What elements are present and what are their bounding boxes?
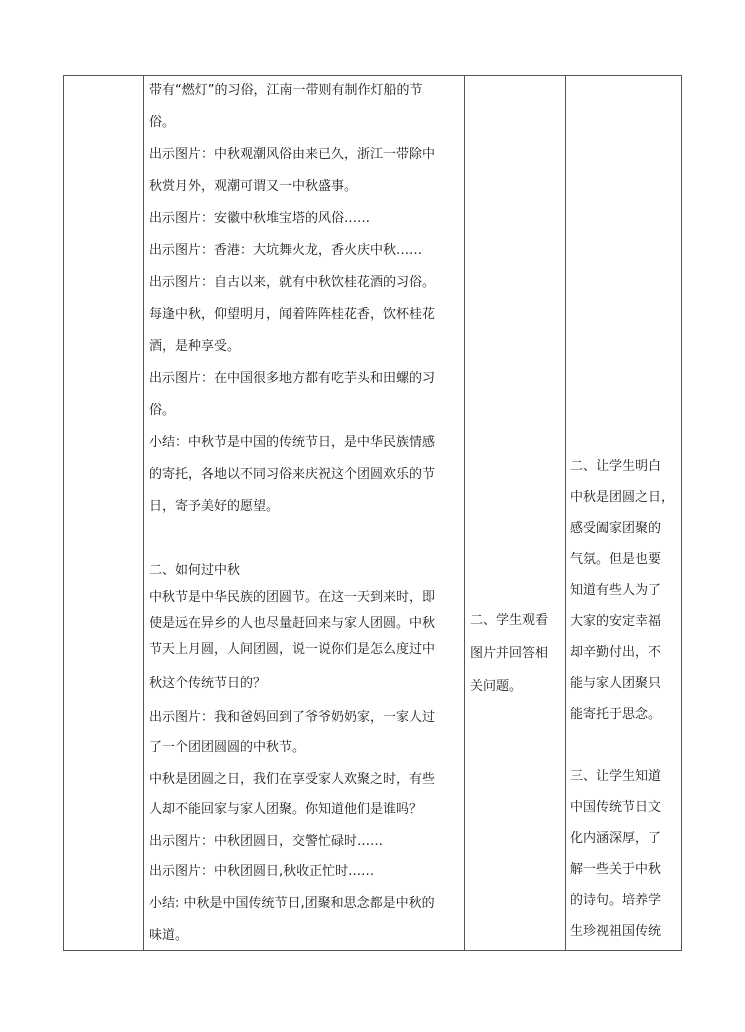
text-line: 出示图片：中秋观潮风俗由来已久，浙江一带除中 [149, 147, 436, 162]
text-line: 俗。 [149, 115, 176, 130]
text-line: 关问题。 [470, 679, 523, 694]
text-line: 二、让学生明白 [570, 459, 662, 474]
text-line: 出示图片：自古以来，就有中秋饮桂花酒的习俗。 [149, 275, 436, 290]
text-line: 中国传统节日文 [570, 800, 662, 815]
text-line: 中秋节是中华民族的团圆节。在这一天到来时，即 [149, 590, 436, 605]
section-heading: 二、如何过中秋 [149, 563, 241, 578]
text-line: 小结：中秋节是中国的传统节日，是中华民族情感 [149, 435, 436, 450]
teaching-process-cell [143, 76, 463, 950]
text-line: 小结: 中秋是中国传统节日,团聚和思念都是中秋的 [149, 896, 435, 911]
text-line: 了一个团团圆圆的中秋节。 [149, 740, 306, 755]
text-line: 感受阖家团聚的 [570, 521, 662, 536]
text-line: 酒，是种享受。 [149, 339, 241, 354]
text-line: 每逢中秋，仰望明月，闻着阵阵桂花香，饮杯桂花 [149, 307, 436, 322]
text-line: 的诗句。培养学 [570, 893, 662, 908]
text-line: 日，寄予美好的愿望。 [149, 499, 280, 514]
text-line: 出示图片：中秋团圆日，交警忙碌时…… [149, 834, 384, 849]
lesson-plan-table [63, 75, 682, 951]
text-line: 中秋是团圆之日，我们在享受家人欢聚之时，有些 [149, 772, 436, 787]
text-line: 图片并回答相 [470, 646, 549, 661]
text-line: 生珍视祖国传统 [570, 924, 662, 939]
text-line: 大家的安定幸福 [570, 614, 662, 629]
text-line: 带有“燃灯”的习俗，江南一带则有制作灯船的节 [149, 83, 423, 98]
text-line: 能寄托于思念。 [570, 707, 662, 722]
text-line: 味道。 [149, 928, 189, 943]
text-line: 俗。 [149, 403, 176, 418]
text-line: 解一些关于中秋 [570, 862, 662, 877]
text-line: 出示图片：安徽中秋堆宝塔的风俗…… [149, 211, 371, 226]
text-line: 出示图片：香港：大坑舞火龙，香火庆中秋…… [149, 243, 423, 258]
student-activity-cell [464, 76, 564, 950]
text-line: 知道有些人为了 [570, 583, 662, 598]
text-line: 的寄托，各地以不同习俗来庆祝这个团圆欢乐的节 [149, 467, 436, 482]
text-line: 秋赏月外，观潮可谓又一中秋盛事。 [149, 179, 358, 194]
text-line: 却辛勤付出，不 [570, 645, 662, 660]
text-line: 节天上月圆，人间团圆，说一说你们是怎么度过中 [149, 642, 436, 657]
text-line: 能与家人团聚只 [570, 676, 662, 691]
text-line: 三、让学生知道 [570, 769, 662, 784]
text-line: 出示图片：我和爸妈回到了爷爷奶奶家，一家人过 [149, 710, 436, 725]
text-line: 二、学生观看 [470, 613, 549, 628]
text-line: 中秋是团圆之日， [570, 490, 675, 505]
text-line: 出示图片：中秋团圆日,秋收正忙时…… [149, 864, 375, 879]
text-line: 出示图片：在中国很多地方都有吃芋头和田螺的习 [149, 371, 436, 386]
text-line: 使是远在异乡的人也尽量赶回来与家人团圆。中秋 [149, 616, 436, 631]
text-line: 化内涵深厚，了 [570, 831, 662, 846]
text-line: 秋这个传统节日的？ [149, 676, 267, 691]
text-line: 人却不能回家与家人团聚。你知道他们是谁吗？ [149, 802, 423, 817]
text-line: 气氛。但是也要 [570, 552, 662, 567]
design-intent-cell [565, 76, 682, 950]
